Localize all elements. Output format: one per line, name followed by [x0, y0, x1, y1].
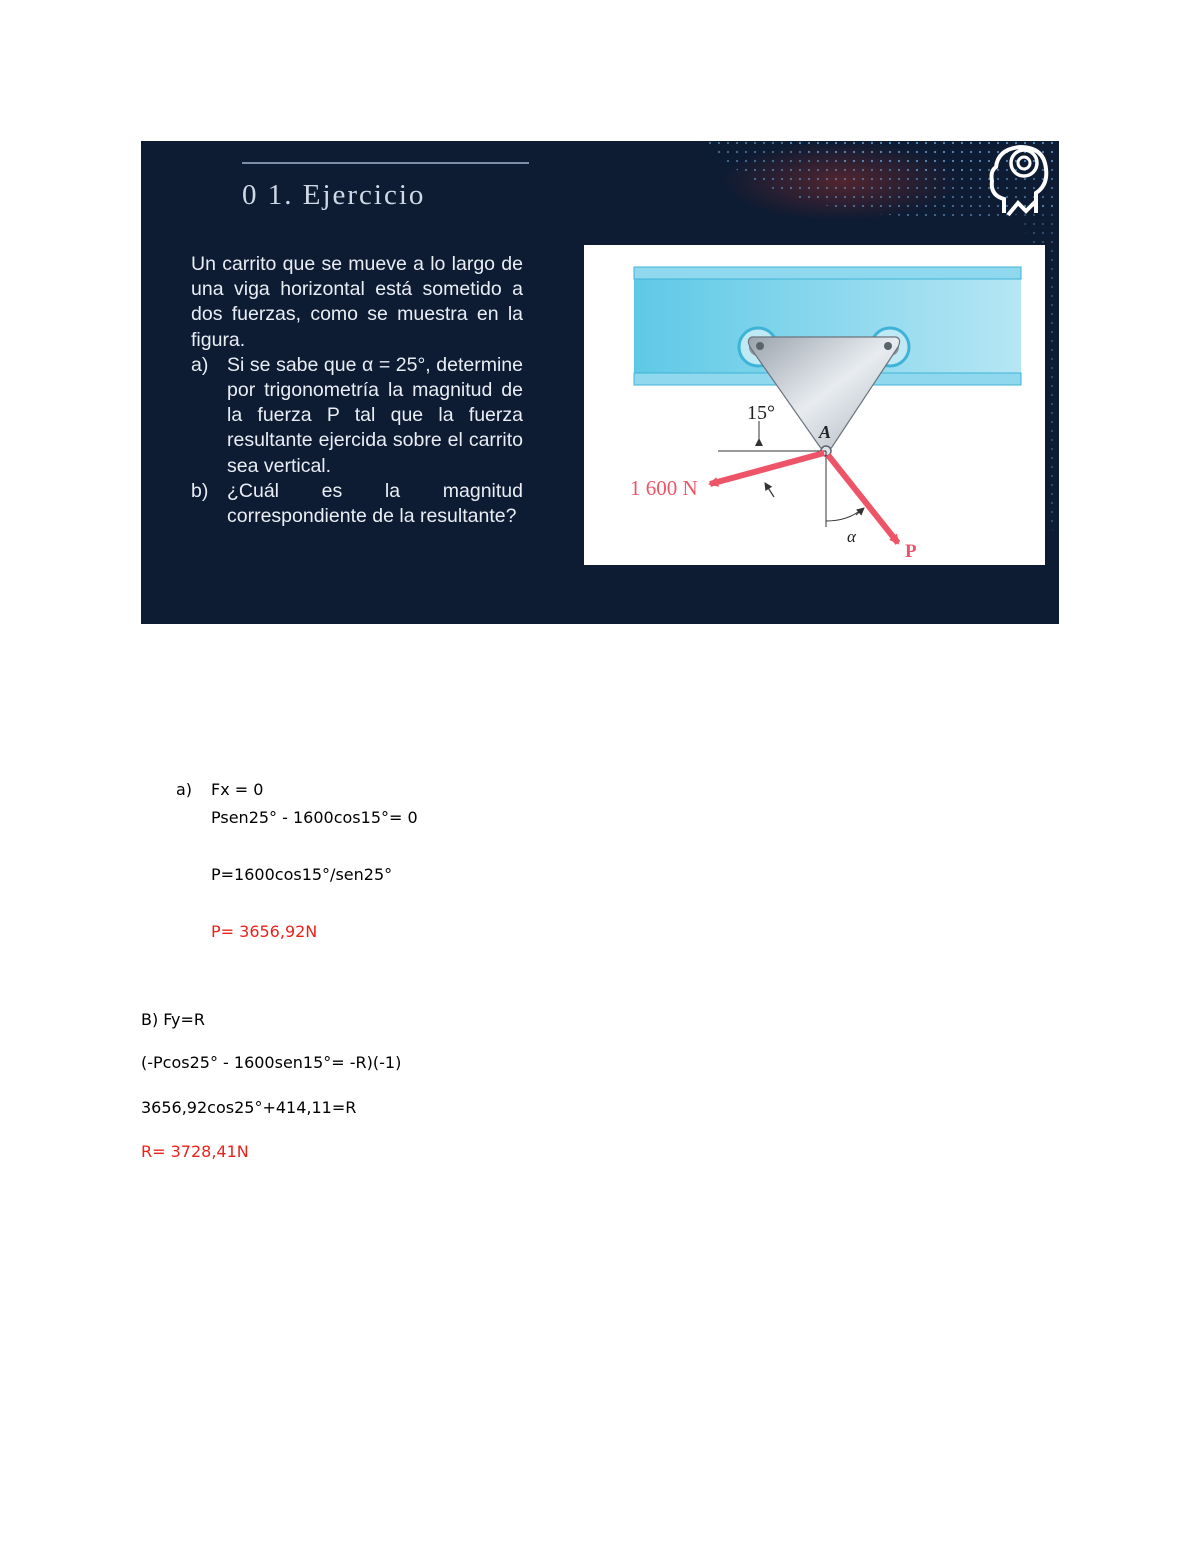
item-label: b) — [191, 479, 209, 502]
force-1600-arrow — [710, 453, 824, 484]
beam-top-flange — [634, 267, 1021, 279]
item-text: Si se sabe que α = 25°, determine por trigonometría la magnitud de la fuerza P tal que la fuerza resultante ejercida sobre el carrito sea vertical. — [227, 353, 523, 477]
problem-intro: Un carrito que se mueve a lo largo de una viga horizontal está sometido a dos fuerzas, como se muestra en la figura. — [191, 253, 523, 351]
problem-item-a — [191, 353, 523, 479]
solution-a-line: Psen25° - 1600cos15°= 0 — [211, 808, 418, 827]
alpha-label: α — [847, 527, 856, 546]
solution-b-line: (-Pcos25° - 1600sen15°= -R)(-1) — [141, 1053, 402, 1072]
item-label: a) — [191, 353, 209, 376]
solution-a-result: P= 3656,92N — [211, 922, 318, 941]
slide-title: 0 1. Ejercicio — [242, 179, 426, 211]
force-1600-label: 1 600 N — [630, 476, 698, 500]
solution-a-line: P=1600cos15°/sen25° — [211, 865, 393, 884]
solution-b-result: R= 3728,41N — [141, 1142, 249, 1161]
item-text: ¿Cuál es la magnitud correspondiente de la resultante? — [227, 479, 523, 528]
angle-arc-arrow — [765, 483, 774, 497]
point-a-label: A — [819, 422, 832, 442]
cart-diagram — [584, 245, 1045, 565]
solution-a-line: Fx = 0 — [211, 780, 264, 799]
p-label: P — [905, 541, 917, 562]
cart-figure — [584, 245, 1045, 565]
head-gear-logo-icon — [984, 141, 1054, 221]
angle-label: 15° — [747, 402, 775, 424]
exercise-slide — [141, 141, 1059, 624]
solution-a-label: a) — [176, 780, 193, 799]
force-p-arrow — [828, 455, 898, 543]
solution-b-line: 3656,92cos25°+414,11=R — [141, 1098, 357, 1117]
title-rule — [242, 162, 529, 164]
solution-b-line: B) Fy=R — [141, 1010, 206, 1029]
problem-statement — [191, 252, 523, 529]
problem-item-b — [191, 479, 523, 529]
